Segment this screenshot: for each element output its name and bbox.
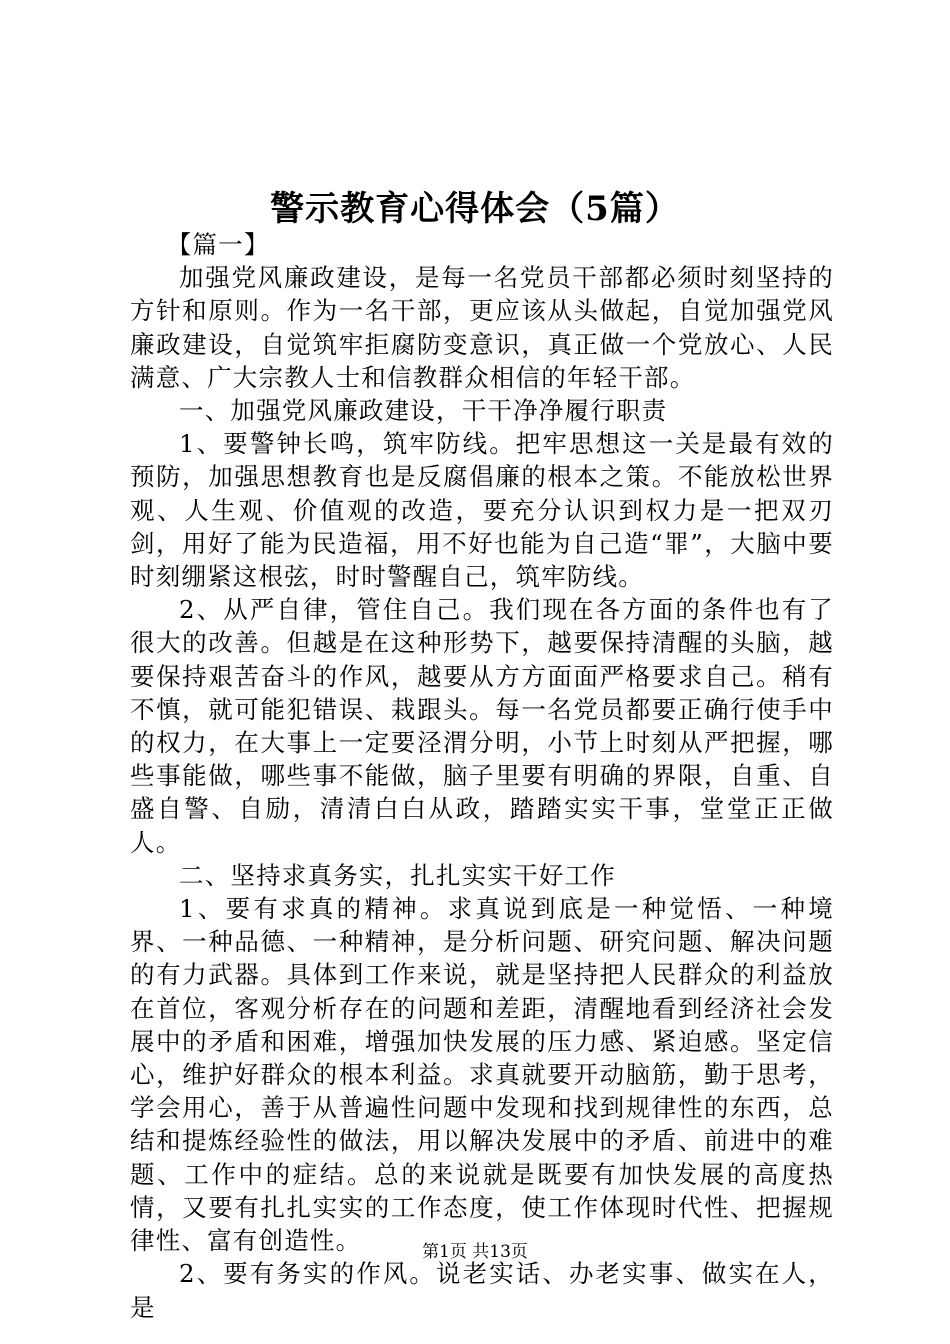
page-footer: 第1页 共13页 xyxy=(422,1242,528,1262)
section-heading-one: 一、加强党风廉政建设，干干净净履行职责 xyxy=(179,396,668,426)
document-body xyxy=(130,228,834,1324)
section-heading-part-one: 【篇一】 xyxy=(166,230,270,259)
paragraph-point-1-2: 2、从严自律，管住自己。我们现在各方面的条件也有了很大的改善。但越是在这种形势下，越要保持清醒的头脑，越要保持艰苦奋斗的作风，越要从方方面面严格要求自己。稍有不慎，就可能犯错误、栽跟头。每一名党员都要正确行使手中的权力，在大事上一定要泾渭分明，小节上时刻从严把握，哪些事能做，哪些事不能做，脑子里要有明确的界限，自重、自盛自警、自励，清清白白从政，踏踏实实干事，堂堂正正做人。 xyxy=(130,595,834,857)
paragraph-intro: 加强党风廉政建设，是每一名党员干部都必须时刻坚持的方针和原则。作为一名干部，更应该从头做起，自觉加强党风廉政建设，自觉筑牢拒腐防变意识，真正做一个党放心、人民满意、广大宗教人士和信教群众相信的年轻干部。 xyxy=(130,263,834,392)
paragraph-point-1-1: 1、要警钟长鸣，筑牢防线。把牢思想这一关是最有效的预防，加强思想教育也是反腐倡廉的根本之策。不能放松世界观、人生观、价值观的改造，要充分认识到权力是一把双刃剑，用好了能为民造福，用不好也能为自己造“罪”，大脑中要时刻绷紧这根弦，时时警醒自己，筑牢防线。 xyxy=(130,429,834,592)
paragraph-point-2-1: 1、要有求真的精神。求真说到底是一种觉悟、一种境界、一种品德、一种精神，是分析问题、研究问题、解决问题的有力武器。具体到工作来说，就是坚持把人民群众的利益放在首位，客观分析存在的问题和差距，清醒地看到经济社会发展中的矛盾和困难，增强加快发展的压力感、紧迫感。坚定信心，维护好群众的根本利益。求真就要开动脑筋，勤于思考，学会用心，善于从普遍性问题中发现和找到规律性的东西，总结和提炼经验性的做法，用以解决发展中的矛盾、前进中的难题、工作中的症结。总的来说就是既要有加快发展的高度热情，又要有扎扎实实的工作态度，使工作体现时代性、把握规律性、富有创造性。 xyxy=(130,894,834,1256)
section-heading-two: 二、坚持求真务实，扎扎实实干好工作 xyxy=(179,860,616,890)
paragraph-point-2-2: 2、要有务实的作风。说老实话、办老实事、做实在人，是 xyxy=(130,1259,834,1322)
document-title: 警示教育心得体会（5篇） xyxy=(270,189,680,229)
